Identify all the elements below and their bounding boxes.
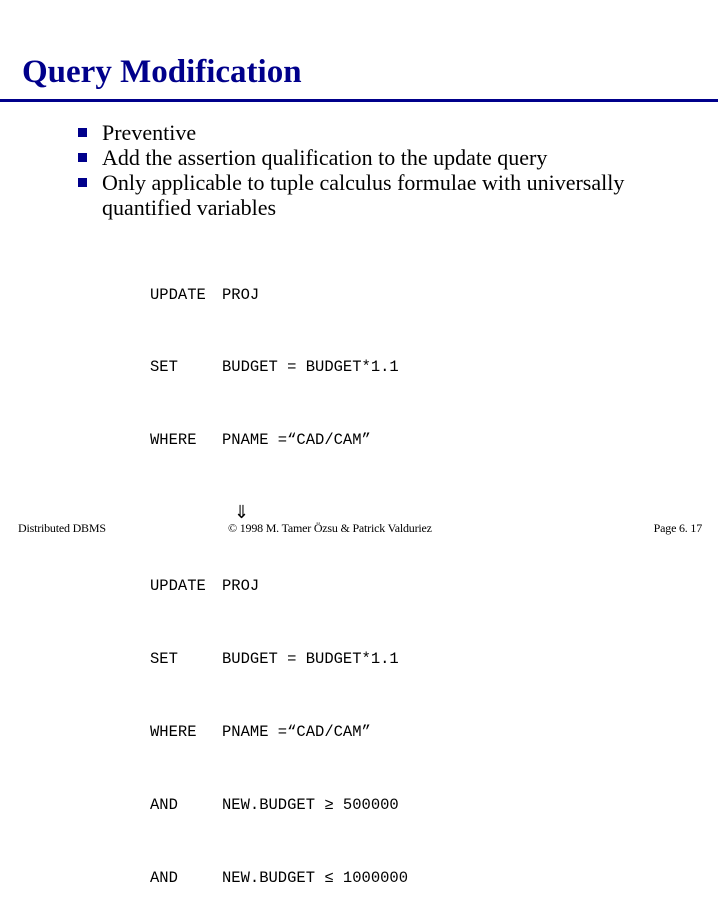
sql-keyword: WHERE xyxy=(150,431,197,450)
sql-clause: PROJ xyxy=(222,285,260,304)
sql-clause: NEW.BUDGET ≤ 1000000 xyxy=(222,868,409,887)
title-divider xyxy=(0,99,718,102)
down-double-arrow-icon: ⇓ xyxy=(234,502,250,524)
square-bullet-icon xyxy=(78,128,87,137)
code-line xyxy=(150,866,408,890)
sql-keyword: UPDATE xyxy=(150,577,206,596)
bullet-item xyxy=(78,145,698,170)
bullet-item xyxy=(78,170,698,220)
code-line xyxy=(150,574,408,598)
sql-clause: PNAME =“CAD/CAM” xyxy=(222,431,371,450)
bullet-text: Add the assertion qualification to the update query xyxy=(102,145,548,170)
bullet-text: Only applicable to tuple calculus formulae with universally quantified variables xyxy=(102,170,625,220)
slide-title: Query Modification xyxy=(22,54,302,90)
bullet-list xyxy=(78,120,698,220)
footer-course-name: Distributed DBMS xyxy=(18,521,106,535)
bullet-item xyxy=(78,120,698,145)
code-line xyxy=(150,355,408,379)
sql-keyword: WHERE xyxy=(150,722,197,741)
square-bullet-icon xyxy=(78,153,87,162)
sql-keyword: SET xyxy=(150,358,178,377)
sql-clause: PNAME =“CAD/CAM” xyxy=(222,722,371,741)
code-line xyxy=(150,283,408,307)
sql-keyword: SET xyxy=(150,650,178,669)
bullet-text: Preventive xyxy=(102,120,197,145)
code-line xyxy=(150,720,408,744)
code-line xyxy=(150,428,408,452)
sql-code-block xyxy=(150,234,408,914)
code-line xyxy=(150,647,408,671)
sql-clause: BUDGET = BUDGET*1.1 xyxy=(222,650,399,669)
sql-keyword: AND xyxy=(150,868,178,887)
sql-clause: PROJ xyxy=(222,577,260,596)
sql-clause: BUDGET = BUDGET*1.1 xyxy=(222,358,399,377)
code-line xyxy=(150,793,408,817)
square-bullet-icon xyxy=(78,178,87,187)
footer-page-number: Page 6. 17 xyxy=(653,521,702,535)
sql-keyword: AND xyxy=(150,795,178,814)
footer-copyright: © 1998 M. Tamer Özsu & Patrick Valduriez xyxy=(228,521,432,535)
sql-clause: NEW.BUDGET ≥ 500000 xyxy=(222,795,399,814)
sql-keyword: UPDATE xyxy=(150,285,206,304)
